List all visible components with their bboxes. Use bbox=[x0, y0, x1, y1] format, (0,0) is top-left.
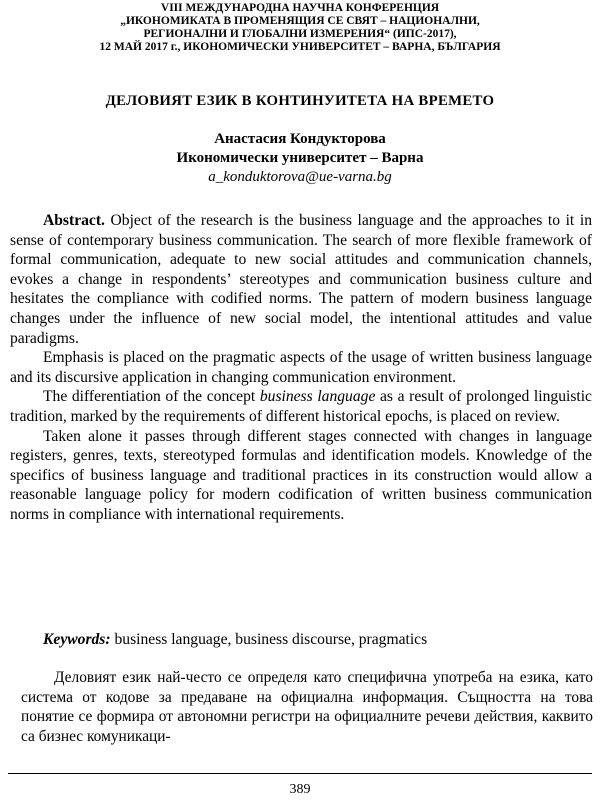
page-number: 389 bbox=[289, 782, 311, 797]
abstract-paragraph: Taken alone it passes through different stages connected with changes in language registers, genres, texts, stereotyped formulas and identification models. Knowledge of the specifics of business language and traditional practices in its construction would allow a reasonable language policy for modern codification of written business communication norms in compliance with international requirements. bbox=[10, 427, 592, 523]
conference-header bbox=[0, 2, 600, 54]
author-block bbox=[0, 130, 600, 187]
abstract bbox=[10, 211, 592, 525]
abstract-emphasis: business language bbox=[259, 388, 376, 406]
author-email[interactable]: a_konduktorova@ue-varna.bg bbox=[208, 169, 392, 185]
footer-rule bbox=[8, 773, 592, 774]
abstract-text: The differentiation of the concept bbox=[43, 388, 260, 406]
keywords-label: Keywords bbox=[43, 631, 106, 648]
author-name: Анастасия Кондукторова bbox=[214, 131, 386, 147]
conference-header-line: 12 МАЙ 2017 г., ИКОНОМИЧЕСКИ УНИВЕРСИТЕТ – ВАРНА, БЪЛГАРИЯ bbox=[99, 41, 501, 53]
keywords-text: business language, business discourse, pragmatics bbox=[110, 631, 428, 648]
main-paragraph: Деловият език най-често се определя като специфична употреба на езика, като система от кодове за предаване на официална информация. Същността на това понятие се формира от автономни регистри на официалните речеви действия, каквито са бизнес комуникаци- bbox=[21, 669, 593, 745]
paper-title: ДЕЛОВИЯТ ЕЗИК В КОНТИНУИТЕТА НА ВРЕМЕТО bbox=[105, 93, 495, 109]
keywords-line bbox=[10, 630, 592, 650]
author-affiliation: Икономически университет – Варна bbox=[176, 150, 424, 166]
keywords bbox=[10, 630, 592, 650]
abstract-label: Abstract. bbox=[43, 212, 105, 229]
conference-header-line: „ИКОНОМИКАТА В ПРОМЕНЯЩИЯ СЕ СВЯТ – НАЦИОНАЛНИ, bbox=[120, 15, 480, 27]
keywords-colon: : bbox=[105, 631, 111, 648]
main-text bbox=[21, 668, 593, 746]
abstract-text: as a result of prolonged linguistic tradition, marked by the requirements of different historical epochs, is placed on review. bbox=[10, 388, 592, 425]
abstract-paragraph: Emphasis is placed on the pragmatic aspects of the usage of written business language and its discursive application in changing communication environment. bbox=[10, 349, 592, 386]
abstract-paragraph bbox=[10, 387, 592, 426]
abstract-paragraph bbox=[10, 211, 592, 348]
abstract-text: Object of the research is the business language and the approaches to it in sense of contemporary business communication. The search of more flexible framework of formal communication, adequate to new social attitudes and communication channels, evokes a change in respondents’ stereotypes and communication business culture and hesitates the compliance with codified norms. The pattern of modern business language changes under the influence of new social model, the intentional attitudes and value paradigms. bbox=[10, 212, 592, 347]
conference-header-line: VIII МЕЖДУНАРОДНА НАУЧНА КОНФЕРЕНЦИЯ bbox=[160, 2, 440, 14]
conference-header-line: РЕГИОНАЛНИ И ГЛОБАЛНИ ИЗМЕРЕНИЯ“ (ИПС-2017), bbox=[143, 28, 457, 40]
